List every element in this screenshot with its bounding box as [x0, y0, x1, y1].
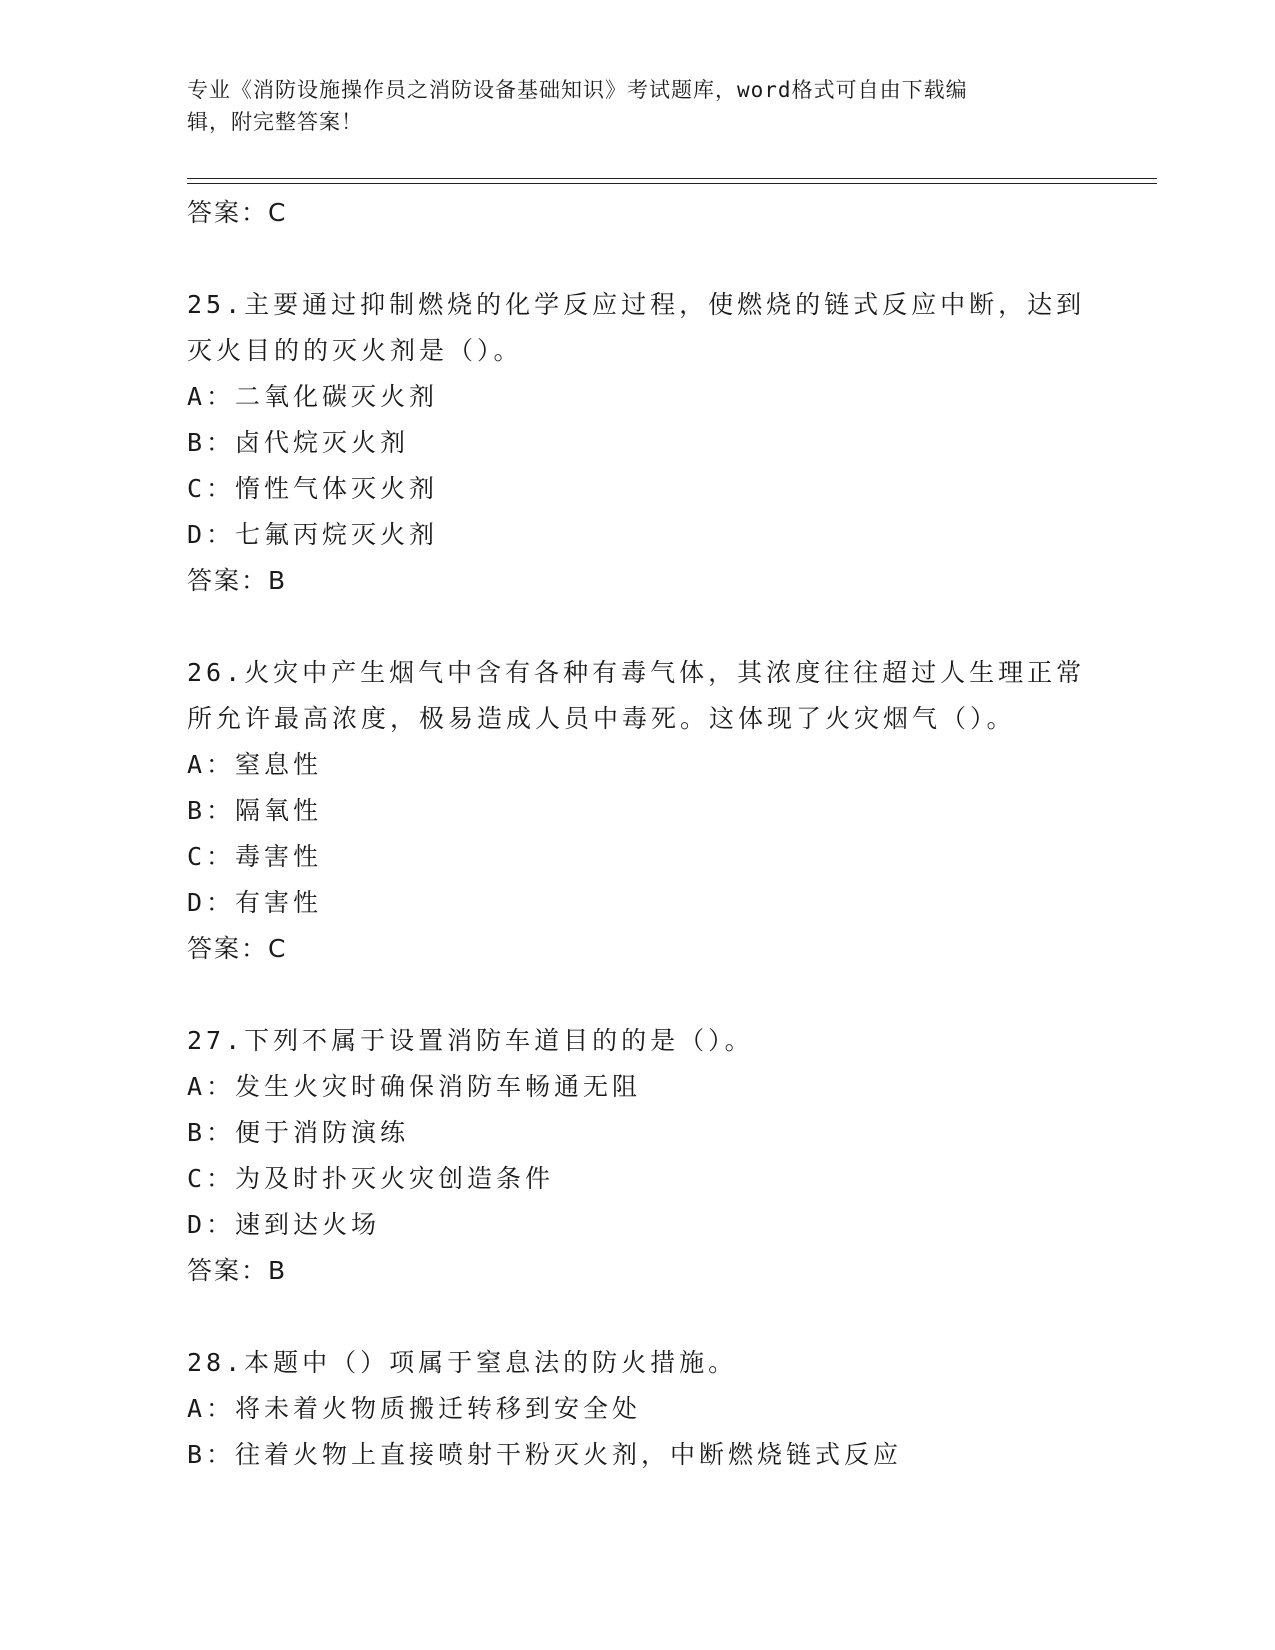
question-stem: 26.火灾中产生烟气中含有各种有毒气体，其浓度往往超过人生理正常	[187, 658, 1086, 687]
option-c: C：惰性气体灭火剂	[187, 474, 439, 503]
question-28	[187, 1340, 1087, 1478]
question-25	[187, 282, 1087, 604]
spacer	[187, 1294, 1087, 1340]
answer: 答案：B	[187, 1256, 288, 1285]
option-d: D：七氟丙烷灭火剂	[187, 520, 439, 549]
question-stem: 所允许最高浓度，极易造成人员中毒死。这体现了火灾烟气（）。	[187, 704, 1016, 733]
spacer	[187, 236, 1087, 282]
option-b: B：隔氧性	[187, 796, 323, 825]
question-stem: 28.本题中（）项属于窒息法的防火措施。	[187, 1348, 738, 1377]
answer: 答案：B	[187, 566, 288, 595]
option-a: A：将未着火物质搬迁转移到安全处	[187, 1394, 642, 1423]
option-b: B：卤代烷灭火剂	[187, 428, 410, 457]
question-27	[187, 1018, 1087, 1294]
answer: 答案：C	[187, 934, 288, 963]
previous-answer: 答案：C	[187, 198, 288, 227]
question-stem: 27.下列不属于设置消防车道目的的是（）。	[187, 1026, 754, 1055]
question-stem: 灭火目的的灭火剂是（）。	[187, 336, 523, 365]
page-header	[187, 74, 1077, 138]
option-a: A：发生火灾时确保消防车畅通无阻	[187, 1072, 642, 1101]
option-b: B：往着火物上直接喷射干粉灭火剂，中断燃烧链式反应	[187, 1440, 903, 1469]
question-stem: 25.主要通过抑制燃烧的化学反应过程，使燃烧的链式反应中断，达到	[187, 290, 1086, 319]
question-26	[187, 650, 1087, 972]
option-c: C：为及时扑灭火灾创造条件	[187, 1164, 555, 1193]
header-line-2: 辑，附完整答案！	[187, 110, 363, 134]
option-a: A：窒息性	[187, 750, 323, 779]
spacer	[187, 604, 1087, 650]
option-b: B：便于消防演练	[187, 1118, 410, 1147]
option-c: C：毒害性	[187, 842, 323, 871]
option-a: A：二氧化碳灭火剂	[187, 382, 439, 411]
option-d: D：速到达火场	[187, 1210, 381, 1239]
header-line-1: 专业《消防设施操作员之消防设备基础知识》考试题库，word格式可自由下载编	[187, 78, 968, 102]
document-body	[187, 190, 1087, 1478]
spacer	[187, 972, 1087, 1018]
option-d: D：有害性	[187, 888, 323, 917]
header-divider-bottom	[187, 183, 1157, 184]
header-divider-top	[187, 178, 1157, 179]
